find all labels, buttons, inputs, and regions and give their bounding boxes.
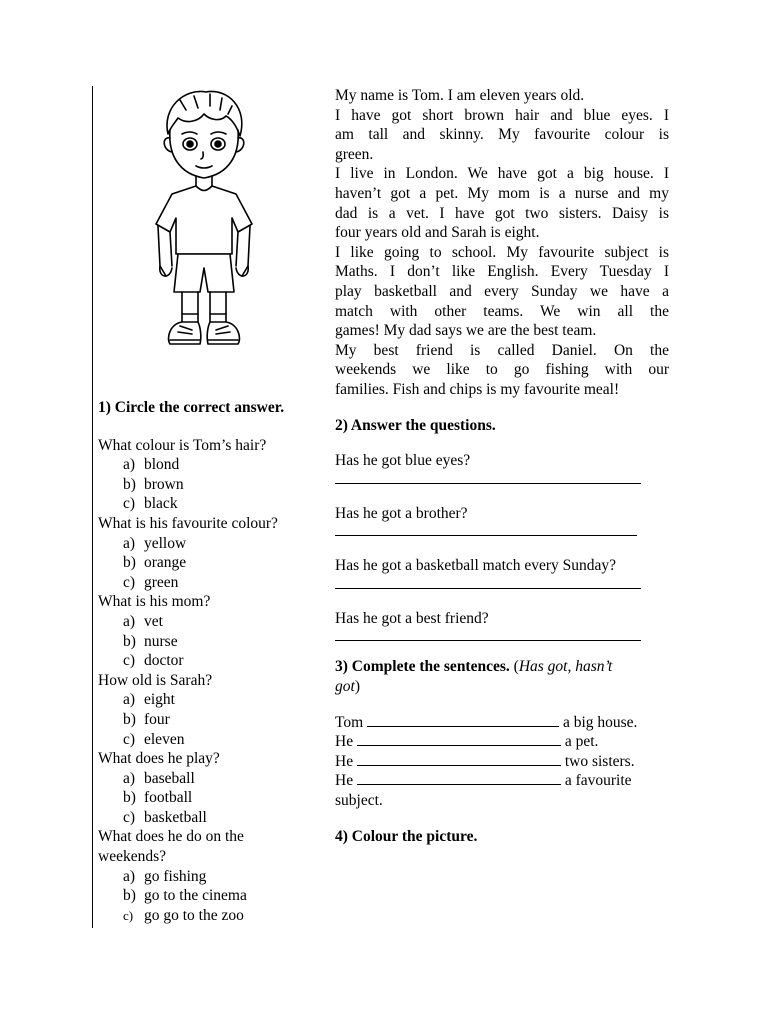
passage-line: am tall and skinny. My favourite colour is [335,126,669,144]
question: Has he got a best friend? [335,609,489,627]
passage-line: haven’t got a pet. My mom is a nurse and my [335,184,669,202]
question-4: How old is Sarah? [98,671,213,689]
reading-passage [335,86,669,400]
passage-line: match with other teams. We win all the [335,302,669,320]
passage-line: My best friend is called Daniel. On the [335,341,669,359]
option[interactable]: a) eight [123,691,175,709]
question-1-options [98,455,324,514]
passage-line: families. Fish and chips is my favourite meal! [335,380,620,398]
option[interactable]: c) green [123,573,179,591]
answer-line[interactable] [335,523,637,536]
option[interactable]: b) football [123,789,193,807]
column-divider [92,86,93,928]
question-3: What is his mom? [98,593,211,611]
option[interactable]: b) go to the cinema [123,887,247,905]
option[interactable]: a) yellow [123,534,187,552]
question-1: What colour is Tom’s hair? [98,436,267,454]
blank[interactable] [357,753,561,766]
section-4-heading: 4) Colour the picture. [335,827,478,845]
question-6: What does he do on the weekends? [98,828,244,866]
section-3-heading: 3) Complete the sentences. (Has got, hasn’t [335,658,613,676]
passage-line: My name is Tom. I am eleven years old. [335,87,585,104]
option[interactable]: a) go fishing [123,867,207,885]
question-2-options [98,534,324,593]
option[interactable]: b) orange [123,554,187,572]
question-2: What is his favourite colour? [98,514,278,532]
section-2-heading: 2) Answer the questions. [335,416,496,434]
sentence: He two sisters. [335,752,635,770]
passage-line: I live in London. We have got a big house. I [335,165,669,183]
section-1-heading: 1) Circle the correct answer. [98,399,285,416]
passage-line: weekends we like to go fishing with our [335,361,669,379]
option[interactable]: c) doctor [123,652,184,670]
option[interactable]: a) vet [123,612,163,630]
sentence: He a favourite [335,772,632,790]
option[interactable]: c) basketball [123,808,207,826]
option[interactable]: a) blond [123,456,180,474]
option[interactable]: c) black [123,495,178,513]
boy-line-drawing-icon [140,86,268,354]
answer-line[interactable] [335,628,641,641]
blank[interactable] [367,714,559,727]
option[interactable]: a) baseball [123,769,195,787]
question-4-options [98,690,324,749]
question-6-options [98,867,324,926]
option[interactable]: b) brown [123,475,184,493]
passage-line: Maths. I don’t like English. Every Tuesday I [335,263,669,281]
passage-line: I like going to school. My favourite subject is [335,243,669,261]
answer-line[interactable] [335,576,641,589]
sentence: Tom a big house. [335,713,638,731]
blank[interactable] [357,772,561,785]
sentence-continuation: subject. [335,792,383,810]
passage-line: play basketball and every Sunday we have a [335,282,669,300]
passage-line: I have got short brown hair and blue eyes. I [335,106,669,124]
passage-line: games! My dad says we are the best team. [335,322,597,340]
section-3-hint: got) [335,678,360,696]
passage-line: green. [335,145,374,163]
question-5: What does he play? [98,750,220,768]
option[interactable]: b) four [123,710,170,728]
question: Has he got a basketball match every Sunday? [335,557,617,575]
blank[interactable] [357,733,561,746]
question-5-options [98,769,324,828]
question: Has he got blue eyes? [335,452,471,470]
answer-line[interactable] [335,471,641,484]
passage-line: four years old and Sarah is eight. [335,224,540,242]
question: Has he got a brother? [335,504,468,522]
sentence: He a pet. [335,733,599,751]
section-1 [98,398,324,925]
option[interactable]: c) eleven [123,730,185,748]
option[interactable]: b) nurse [123,632,178,650]
option[interactable]: c) go go to the zoo [123,906,244,924]
question-3-options [98,612,324,671]
passage-line: dad is a vet. I have got two sisters. Daisy is [335,204,669,222]
right-column [335,86,669,846]
